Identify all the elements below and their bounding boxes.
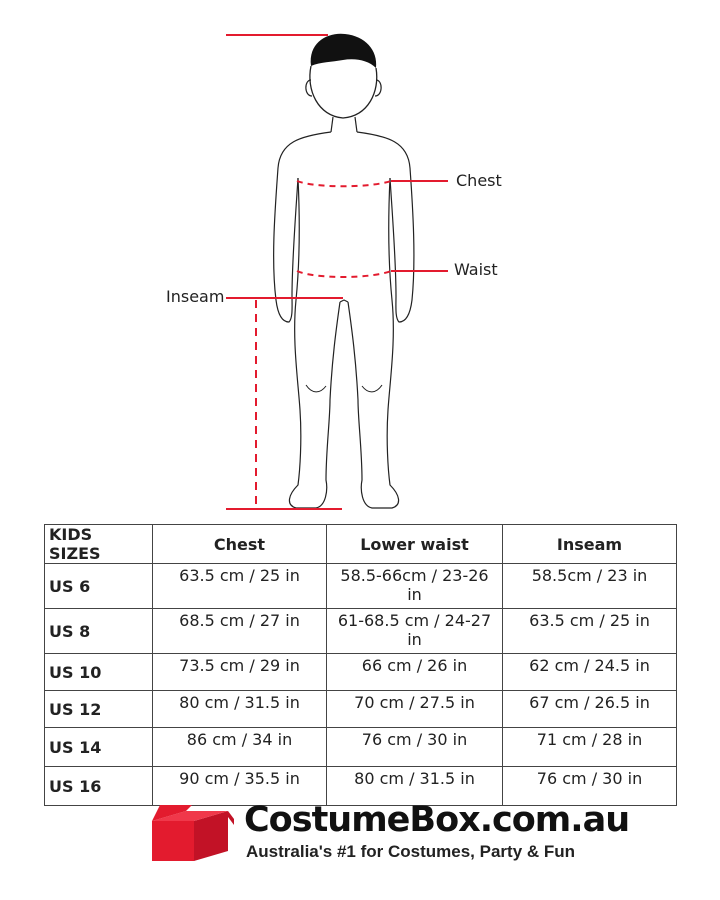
- inseam-cell: 67 cm / 26.5 in: [503, 691, 677, 728]
- chest-cell: 68.5 cm / 27 in: [153, 609, 327, 654]
- inseam-cell: 71 cm / 28 in: [503, 728, 677, 767]
- chest-dashed-line: [297, 181, 391, 186]
- size-cell: US 12: [45, 691, 153, 728]
- waist-cell: 76 cm / 30 in: [327, 728, 503, 767]
- hair-shape: [311, 34, 377, 68]
- chest-cell: 80 cm / 31.5 in: [153, 691, 327, 728]
- header-chest: Chest: [153, 525, 327, 564]
- chest-cell: 73.5 cm / 29 in: [153, 654, 327, 691]
- brand-tagline: Australia's #1 for Costumes, Party & Fun: [246, 842, 576, 861]
- waist-cell: 80 cm / 31.5 in: [327, 767, 503, 806]
- costumebox-logo-icon: [150, 803, 234, 863]
- waist-cell: 70 cm / 27.5 in: [327, 691, 503, 728]
- table-row: [45, 609, 677, 654]
- head-shape: [310, 66, 377, 118]
- size-chart-table: [44, 524, 677, 806]
- table-row: [45, 728, 677, 767]
- brand-name: CostumeBox.com.au: [244, 800, 630, 840]
- waist-dashed-line: [297, 271, 391, 277]
- inseam-cell: 62 cm / 24.5 in: [503, 654, 677, 691]
- size-cell: US 10: [45, 654, 153, 691]
- table-row: [45, 654, 677, 691]
- chest-label: Chest: [456, 171, 502, 190]
- waist-cell: 66 cm / 26 in: [327, 654, 503, 691]
- inseam-cell: 76 cm / 30 in: [503, 767, 677, 806]
- size-cell: US 8: [45, 609, 153, 654]
- table-header-row: [45, 525, 677, 564]
- header-lower-waist: Lower waist: [327, 525, 503, 564]
- size-cell: US 6: [45, 564, 153, 609]
- chest-cell: 90 cm / 35.5 in: [153, 767, 327, 806]
- size-cell: US 14: [45, 728, 153, 767]
- table-row: [45, 564, 677, 609]
- chest-cell: 63.5 cm / 25 in: [153, 564, 327, 609]
- inseam-cell: 63.5 cm / 25 in: [503, 609, 677, 654]
- waist-cell: 58.5-66cm / 23-26 in: [327, 564, 503, 609]
- inseam-label: Inseam: [166, 287, 225, 306]
- waist-cell: 61-68.5 cm / 24-27 in: [327, 609, 503, 654]
- waist-label: Waist: [454, 260, 498, 279]
- table-row: [45, 691, 677, 728]
- inseam-cell: 58.5cm / 23 in: [503, 564, 677, 609]
- header-inseam: Inseam: [503, 525, 677, 564]
- size-cell: US 16: [45, 767, 153, 806]
- chest-cell: 86 cm / 34 in: [153, 728, 327, 767]
- header-kids-sizes: KIDS SIZES: [45, 525, 153, 564]
